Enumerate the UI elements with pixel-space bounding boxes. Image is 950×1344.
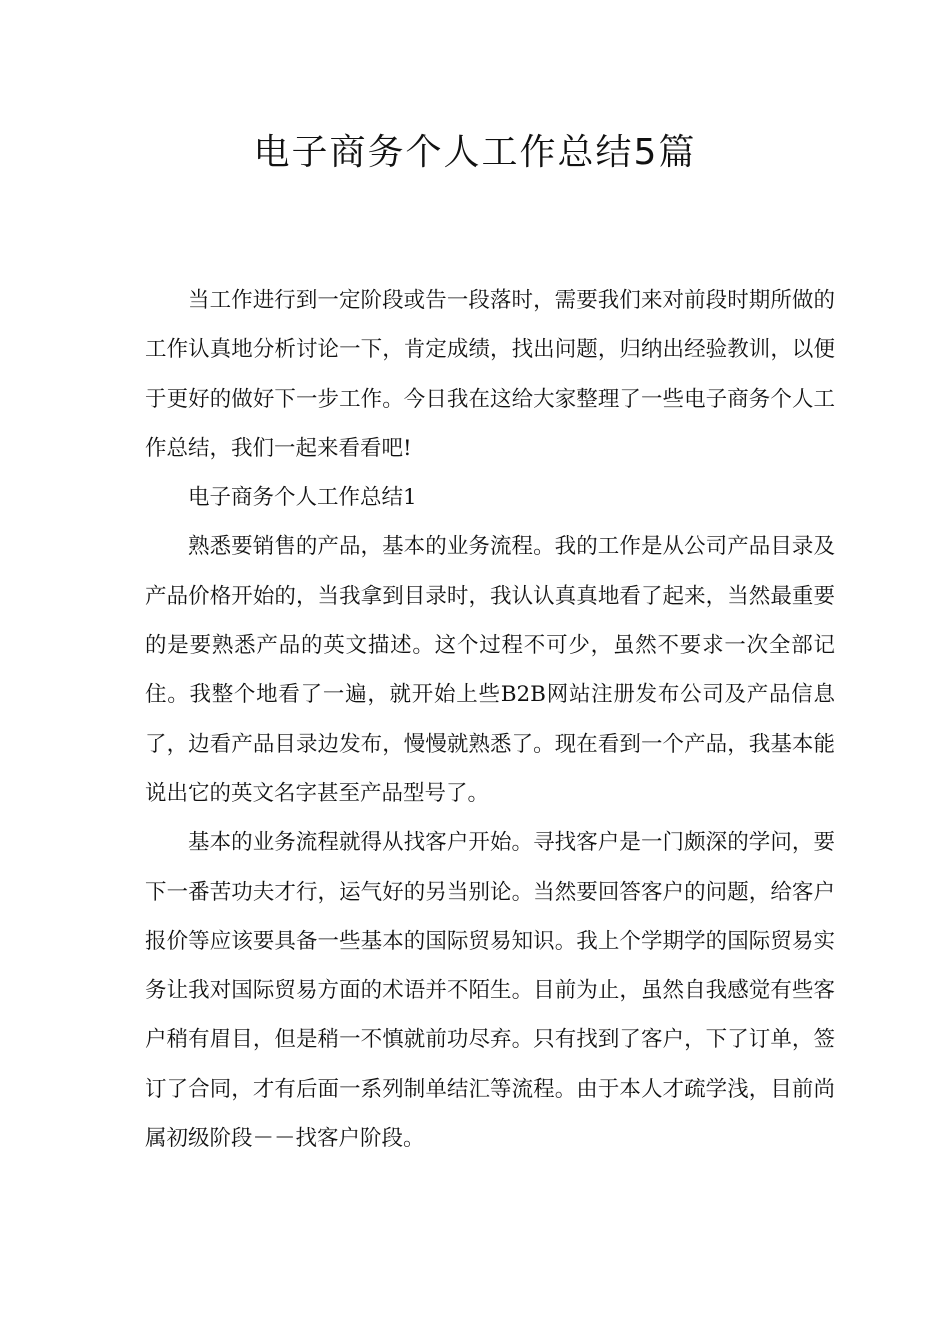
body-paragraph-1: 熟悉要销售的产品，基本的业务流程。我的工作是从公司产品目录及产品价格开始的，当我拿到目录时，我认认真真地看了起来，当然最重要的是要熟悉产品的英文描述。这个过程不可少，虽然不要求一次全部记住。我整个地看了一遍，就开始上些B2B网站注册发布公司及产品信息了，边看产品目录边发布，慢慢就熟悉了。现在看到一个产品，我基本能说出它的英文名字甚至产品型号了。 (145, 534, 835, 806)
body-paragraph-2: 基本的业务流程就得从找客户开始。寻找客户是一门颇深的学问，要下一番苦功夫才行，运气好的另当别论。当然要回答客户的问题，给客户报价等应该要具备一些基本的国际贸易知识。我上个学期学的国际贸易实务让我对国际贸易方面的术语并不陌生。目前为止，虽然自我感觉有些客户稍有眉目，但是稍一不慎就前功尽弃。只有找到了客户，下了订单，签订了合同，才有后面一系列制单结汇等流程。由于本人才疏学浅，目前尚属初级阶段－－找客户阶段。 (145, 830, 835, 1152)
document-body (145, 276, 835, 1163)
section-heading: 电子商务个人工作总结1 (188, 485, 417, 511)
document-title: 电子商务个人工作总结5篇 (253, 132, 697, 173)
intro-paragraph: 当工作进行到一定阶段或告一段落时，需要我们来对前段时期所做的工作认真地分析讨论一下，肯定成绩，找出问题，归纳出经验教训，以便于更好的做好下一步工作。今日我在这给大家整理了一些电子商务个人工作总结，我们一起来看看吧! (145, 288, 835, 461)
